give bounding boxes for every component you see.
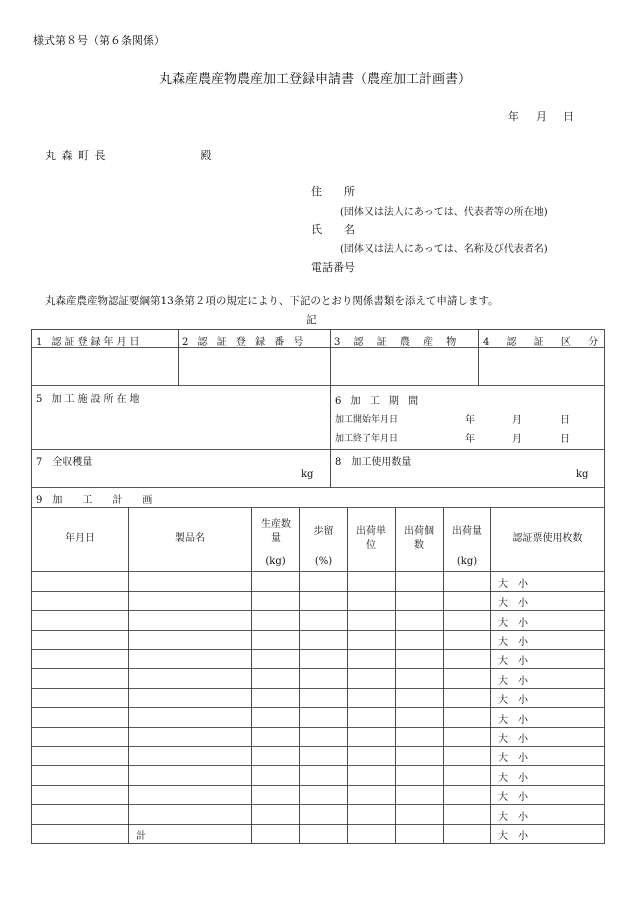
intro-text: 丸森産農産物認証要綱第13条第２項の規定により、下記のとおり関係書類を添えて申請します。 [45, 295, 499, 307]
form-number: 様式第８号（第６条関係） [33, 34, 165, 47]
date-month: 月 [536, 110, 547, 123]
process-end-day: 日 [560, 434, 570, 445]
process-start-day: 日 [560, 415, 570, 426]
name-note: (団体又は法人にあっては、名称及び代表者名) [340, 244, 548, 255]
section2-label: 2 認 証 登 録 番 号 [182, 337, 307, 348]
col-labels-header: 認証票使用枚数 [512, 533, 583, 544]
row10-size: 大 小 [498, 753, 528, 764]
row8-size: 大 小 [498, 715, 528, 726]
process-start-month: 月 [512, 415, 522, 426]
process-end-month: 月 [512, 434, 522, 445]
name-label: 氏 名 [311, 223, 355, 236]
row12-size: 大 小 [498, 792, 528, 803]
col-ship-amount-header: 出荷量 [452, 526, 482, 537]
section9-label: 9 加 工 計 画 [36, 495, 153, 506]
col-yield-header: 歩留 [313, 526, 334, 537]
address-note: (団体又は法人にあっては、代表者等の所在地) [340, 207, 548, 218]
section8-unit: kg [576, 469, 589, 480]
process-start-label: 加工開始年月日 [335, 415, 399, 425]
row11-size: 大 小 [498, 773, 528, 784]
address-label: 住 所 [311, 185, 355, 198]
col-date-header: 年月日 [65, 533, 95, 544]
row13-size: 大 小 [498, 812, 528, 823]
addressee-name: 丸 森 町 長 [45, 149, 107, 162]
row6-size: 大 小 [498, 676, 528, 687]
col-ship-amount-unit: (kg) [456, 556, 478, 567]
date-day: 日 [563, 110, 574, 123]
ki-heading: 記 [306, 314, 317, 326]
col-yield-unit: (%) [314, 556, 333, 567]
section7-label: 7 全収穫量 [36, 457, 93, 468]
row4-size: 大 小 [498, 637, 528, 648]
process-end-year: 年 [465, 434, 475, 445]
col-production-unit: (kg) [265, 556, 286, 567]
total-row-size: 大 小 [498, 831, 528, 842]
date-year: 年 [508, 110, 519, 123]
total-label: 計 [136, 831, 146, 842]
section8-label: 8 加工使用数量 [335, 457, 412, 468]
process-end-label: 加工終了年月日 [335, 434, 399, 444]
col-production-header: 生産数量 [261, 519, 291, 544]
section3-label: 3 認 証 農 産 物 [334, 337, 462, 348]
section5-label: 5 加工施設所在地 [36, 394, 143, 405]
process-start-year: 年 [465, 415, 475, 426]
section4-label: 4 認 証 区 分 [483, 337, 606, 348]
row2-size: 大 小 [498, 598, 528, 609]
section7-unit: kg [301, 469, 314, 480]
row3-size: 大 小 [498, 618, 528, 629]
row9-size: 大 小 [498, 734, 528, 745]
col-ship-count-header: 出荷個数 [404, 526, 434, 551]
row1-size: 大 小 [498, 579, 528, 590]
row5-size: 大 小 [498, 656, 528, 667]
addressee-honorific: 殿 [200, 149, 213, 162]
document-title: 丸森産農産物農産加工登録申請書（農産加工計画書） [158, 72, 471, 87]
row7-size: 大 小 [498, 695, 528, 706]
section1-label: 1 認証登録年月日 [36, 337, 143, 348]
section6-label: 6 加 工 期 間 [335, 396, 422, 407]
phone-label: 電話番号 [311, 261, 355, 274]
col-ship-unit-header: 出荷単位 [356, 526, 386, 551]
col-product-header: 製品名 [175, 533, 205, 544]
